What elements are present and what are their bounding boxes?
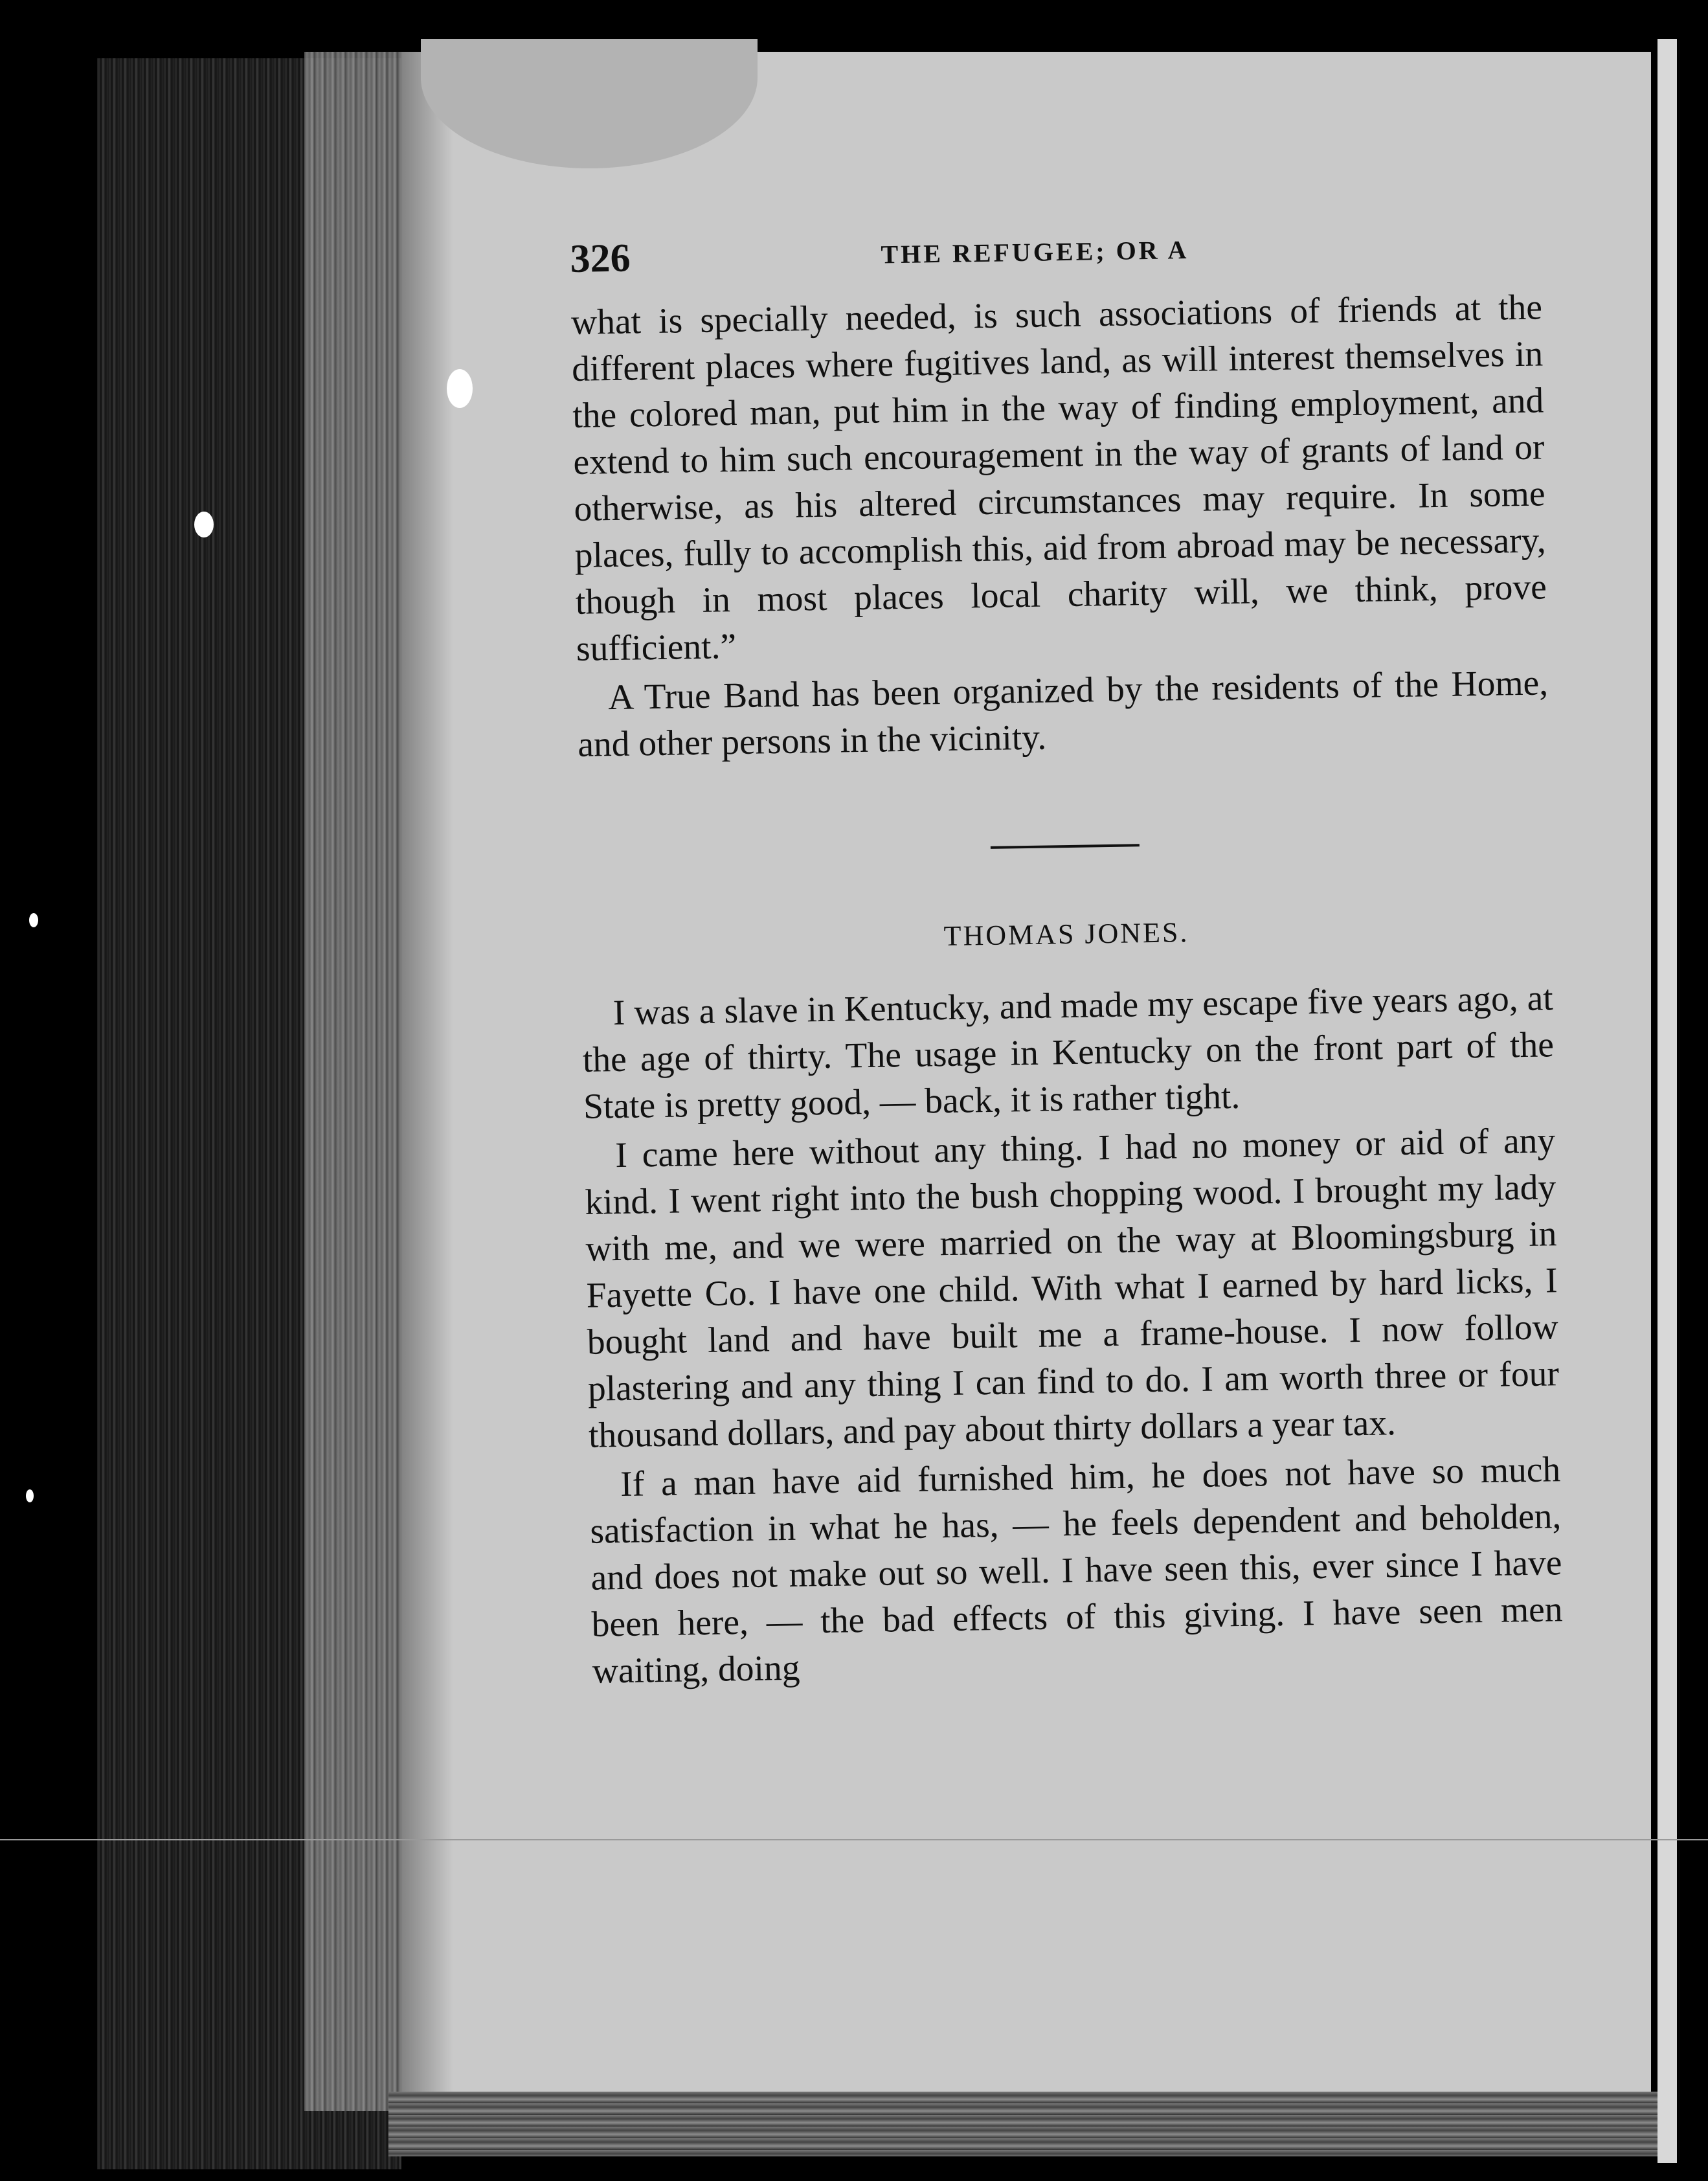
paragraph: I was a slave in Kentucky, and made my escape five years ago, at the age of thirty. The usage in Kentucky on the front part of the State is pretty good, — back, it is rather tight. (582, 978, 1555, 1127)
section-divider (991, 844, 1140, 849)
paragraph: what is specially needed, is such associations of friends at the different places where fugitives land, as will interest themselves in the colored man, put him in the way of finding employment, and extend to him such encouragement in the way of grants of land or otherwise, as his altered circumstances may require. In some places, fully to accomplish this, aid from abroad may be necessary, though in most places local charity will, we think, prove sufficient.” (570, 288, 1547, 669)
book-page-stack (304, 52, 408, 2111)
dust-speck (29, 913, 38, 927)
scan-artifact-line (0, 1839, 1708, 1840)
page-number: 326 (570, 236, 631, 281)
paragraph: A True Band has been organized by the residents of the Home, and other persons in the vicinity. (577, 663, 1549, 765)
running-head: THE REFUGEE; OR A (881, 234, 1189, 269)
dust-speck (26, 1489, 34, 1502)
gutter-shadow (401, 52, 453, 2098)
dust-speck (447, 369, 473, 408)
paragraph: If a man have aid furnished him, he does not have so much satisfaction in what he has, — he feels dependent and beholden, and does not make out so well. I have seen this, ever since I have been here, — the bad effects of this giving. I have seen men waiting, doing (589, 1450, 1563, 1691)
paragraph: I came here without any thing. I had no money or aid of any kind. I went right into the bush chopping wood. I brought my lady with me, and we were married on the way at Bloomingsburg in Fayette Co. I have one child. With what I earned by hard licks, I bought land and have built me a frame-house. I now follow plastering and any thing I can find to do. I am worth three or four thousand dollars, and pay about thirty dollars a year tax. (584, 1121, 1560, 1456)
section-heading: THOMAS JONES. (943, 916, 1189, 953)
dust-speck (194, 512, 214, 537)
book-bottom-edge (388, 2092, 1657, 2156)
facing-page-edge (1657, 39, 1677, 2163)
page-text (570, 221, 1564, 1695)
